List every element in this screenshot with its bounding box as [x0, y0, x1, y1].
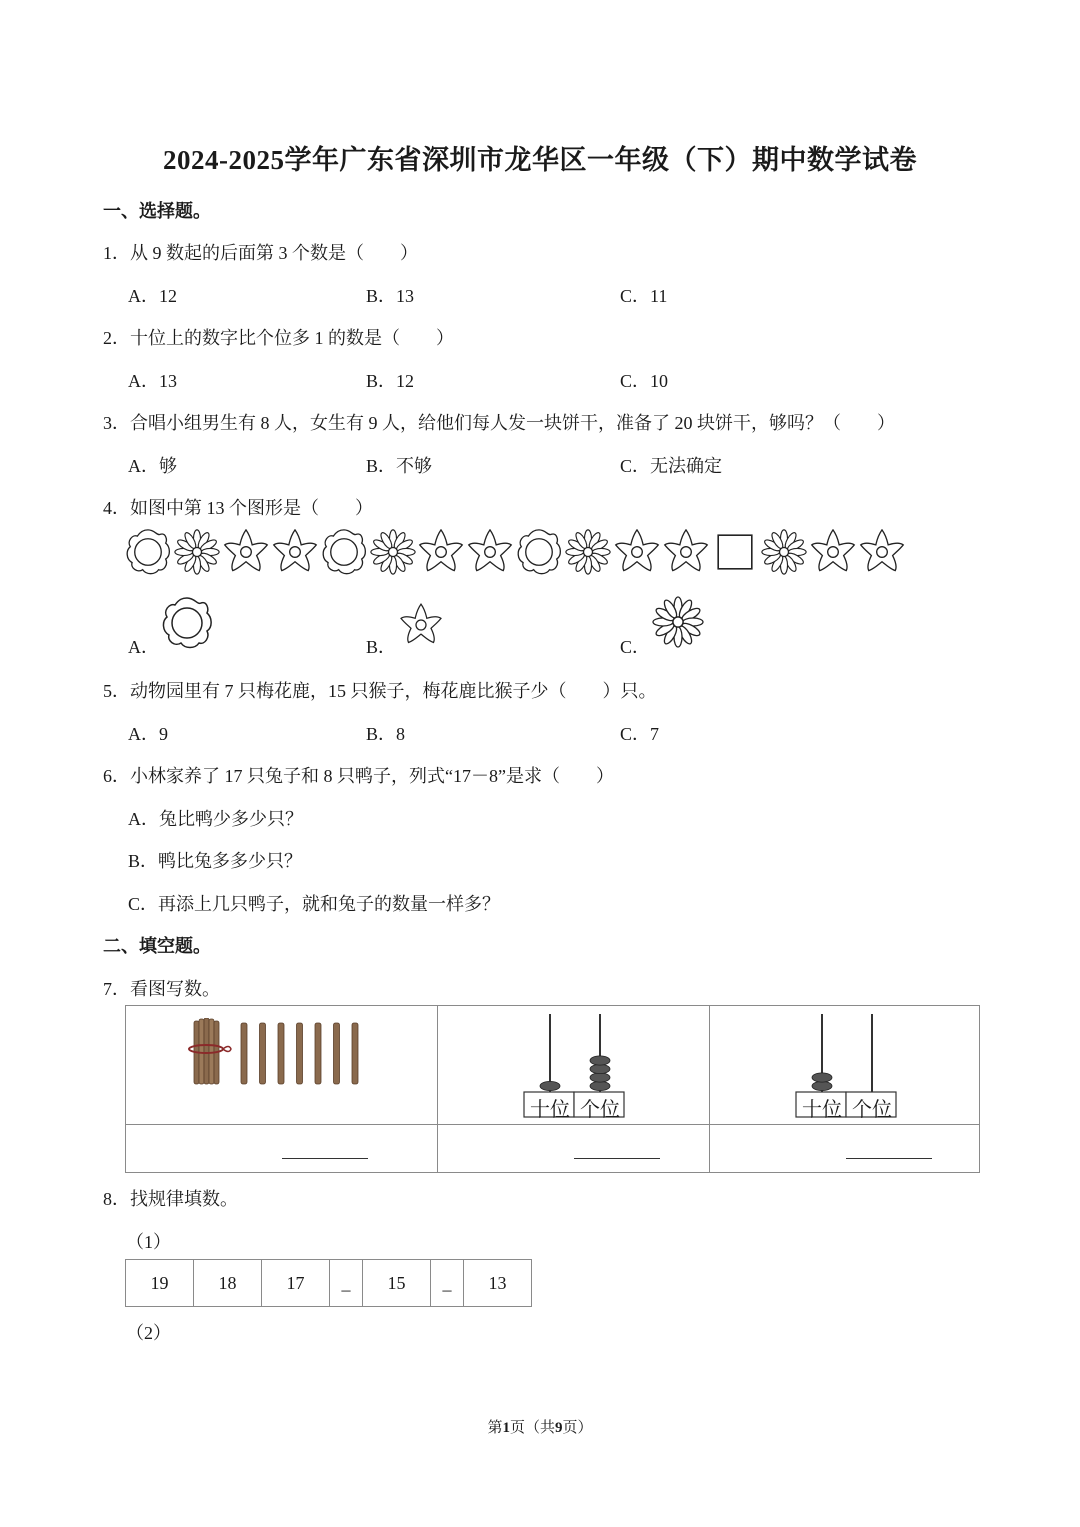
q2-option-b[interactable]: B．12	[366, 371, 415, 391]
section-heading-fill: 二、填空题。	[103, 936, 211, 956]
answer-blank[interactable]	[282, 1158, 368, 1159]
star-flower-icon	[859, 529, 905, 575]
star-flower-icon[interactable]	[396, 600, 446, 650]
star-flower-icon	[272, 529, 318, 575]
loose-stick	[278, 1023, 284, 1084]
question-6-stem: 6．小林家养了 17 只兔子和 8 只鸭子，列式“17－8”是求（ ）	[103, 766, 614, 786]
q3-option-a[interactable]: A．够	[128, 456, 177, 476]
q4-option-c[interactable]: C．	[620, 637, 651, 657]
question-5-stem: 5．动物园里有 7 只梅花鹿，15 只猴子，梅花鹿比猴子少（ ）只。	[103, 681, 657, 701]
star-flower-icon	[810, 529, 856, 575]
answer-blank[interactable]	[846, 1158, 932, 1159]
star-flower-icon	[614, 529, 660, 575]
answer-cell-1[interactable]	[126, 1125, 438, 1173]
q6-option-b[interactable]: B．鸭比兔多多少只？	[128, 851, 303, 871]
q2-option-a[interactable]: A．13	[128, 371, 177, 391]
q1-option-b[interactable]: B．13	[366, 286, 415, 306]
footer-mid: 页（共	[509, 1420, 555, 1436]
loose-stick	[352, 1023, 358, 1084]
page-footer	[0, 1416, 1080, 1437]
tens-label: 十位	[802, 1099, 842, 1121]
q4-option-a[interactable]: A．	[128, 637, 159, 657]
seq-cell: 15	[363, 1260, 431, 1307]
footer-prefix: 第	[487, 1420, 503, 1436]
q1-option-a[interactable]: A．12	[128, 286, 177, 306]
question-7-stem: 7．看图写数。	[103, 979, 220, 999]
q6-option-c[interactable]: C．再添上几只鸭子，就和兔子的数量一样多？	[128, 894, 501, 914]
ones-label: 个位	[852, 1099, 892, 1121]
shape-sequence	[125, 527, 905, 577]
sticks-cell	[126, 1006, 438, 1125]
picture-number-table	[125, 1005, 980, 1173]
abacus-bead	[590, 1064, 610, 1073]
star-flower-icon	[418, 529, 464, 575]
q5-option-c[interactable]: C．7	[620, 724, 660, 744]
counter-cell-2	[710, 1006, 980, 1125]
answer-blank[interactable]	[574, 1158, 660, 1159]
loose-stick	[297, 1023, 303, 1084]
question-1-stem: 1．从 9 数起的后面第 3 个数是（ ）	[103, 243, 418, 263]
abacus-bead	[812, 1073, 832, 1082]
loose-stick	[241, 1023, 247, 1084]
daisy-icon[interactable]	[648, 592, 708, 652]
blank-square-icon	[712, 529, 758, 575]
round-flower-icon	[516, 529, 562, 575]
footer-suffix: 页）	[562, 1420, 593, 1436]
daisy-icon	[370, 529, 416, 575]
ones-label: 个位	[580, 1099, 620, 1121]
daisy-icon	[174, 529, 220, 575]
sticks-image	[186, 1018, 376, 1088]
question-2-stem: 2．十位上的数字比个位多 1 的数是（ ）	[103, 328, 454, 348]
abacus-bead	[590, 1081, 610, 1090]
counter-cell-1	[438, 1006, 710, 1125]
star-flower-icon	[223, 529, 269, 575]
seq-cell: 19	[126, 1260, 194, 1307]
round-flower-icon	[321, 529, 367, 575]
seq-cell: 17	[262, 1260, 330, 1307]
daisy-icon	[761, 529, 807, 575]
number-sequence-table	[125, 1259, 532, 1307]
footer-total-pages: 9	[555, 1420, 563, 1436]
seq-cell: 18	[194, 1260, 262, 1307]
q5-option-a[interactable]: A．9	[128, 724, 168, 744]
star-flower-icon	[467, 529, 513, 575]
loose-sticks	[241, 1023, 358, 1084]
q2-option-c[interactable]: C．10	[620, 371, 669, 391]
q1-option-c[interactable]: C．11	[620, 286, 668, 306]
round-flower-icon	[125, 529, 171, 575]
question-4-stem: 4．如图中第 13 个图形是（ ）	[103, 498, 373, 518]
q4-option-b[interactable]: B．	[366, 637, 397, 657]
q3-option-c[interactable]: C．无法确定	[620, 456, 723, 476]
daisy-icon	[565, 529, 611, 575]
abacus-bead	[590, 1073, 610, 1082]
loose-stick	[315, 1023, 321, 1084]
question-8-stem: 8．找规律填数。	[103, 1189, 238, 1209]
abacus-bead	[540, 1081, 560, 1090]
question-3-stem: 3．合唱小组男生有 8 人，女生有 9 人，给他们每人发一块饼干，准备了 20 块饼干，够吗？（ ）	[103, 413, 895, 433]
q3-option-b[interactable]: B．不够	[366, 456, 433, 476]
q5-option-b[interactable]: B．8	[366, 724, 406, 744]
abacus-bead	[590, 1056, 610, 1065]
seq-cell: 13	[464, 1260, 532, 1307]
loose-stick	[260, 1023, 266, 1084]
answer-cell-2[interactable]	[438, 1125, 710, 1173]
q8-part-2-label: （2）	[126, 1323, 171, 1343]
q6-option-a[interactable]: A．兔比鸭少多少只？	[128, 809, 303, 829]
tens-label: 十位	[530, 1099, 570, 1121]
star-flower-icon	[663, 529, 709, 575]
page-title: 2024-2025学年广东省深圳市龙华区一年级（下）期中数学试卷	[163, 145, 917, 175]
abacus-bead	[812, 1081, 832, 1090]
loose-stick	[334, 1023, 340, 1084]
q8-part-1-label: （1）	[126, 1232, 171, 1252]
section-heading-choice: 一、选择题。	[103, 201, 211, 221]
round-flower-icon[interactable]	[157, 593, 217, 653]
seq-blank-cell[interactable]: _	[431, 1260, 464, 1307]
answer-cell-3[interactable]	[710, 1125, 980, 1173]
footer-page-number: 1	[502, 1420, 510, 1436]
seq-blank-cell[interactable]: _	[330, 1260, 363, 1307]
stick-bundle	[189, 1018, 231, 1084]
